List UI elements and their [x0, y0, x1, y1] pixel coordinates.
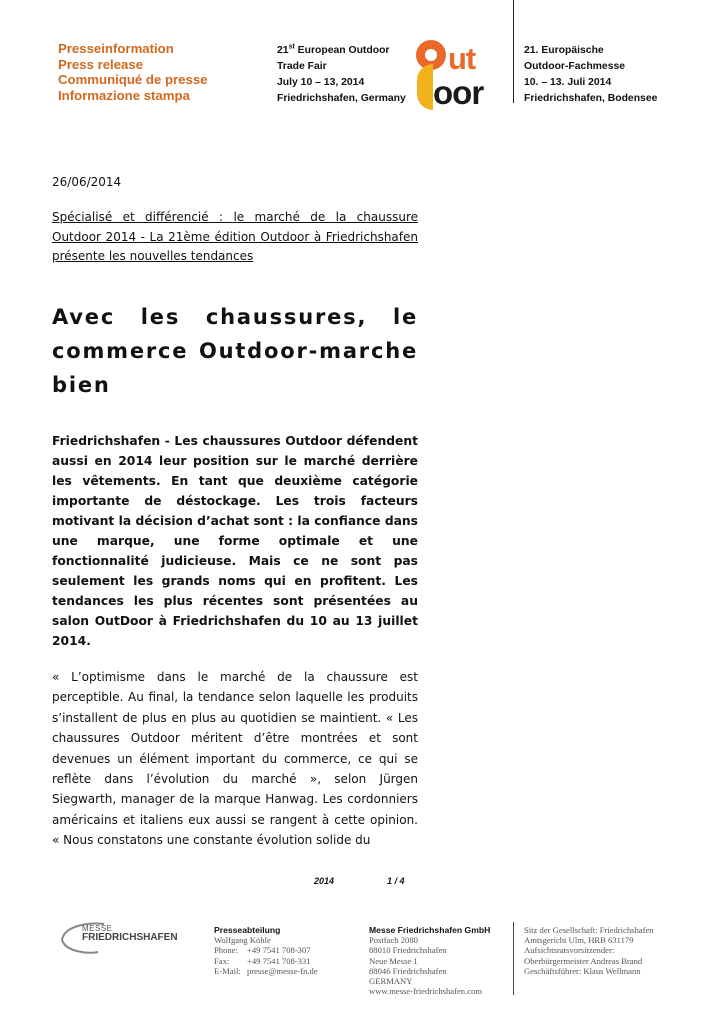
messe-logo-line1: MESSE [82, 924, 113, 933]
label-fr: Communiqué de presse [58, 72, 208, 88]
fair-de-location: Friedrichshafen, Bodensee [524, 93, 658, 104]
fair-de-dates: 10. – 13. Juli 2014 [524, 77, 612, 88]
logo-word-door: oor [433, 74, 484, 111]
fair-en-location: Friedrichshafen, Germany [277, 93, 406, 104]
fair-info-en [277, 43, 406, 107]
fair-en-line2: Trade Fair [277, 61, 327, 72]
footer-divider [513, 922, 514, 995]
company-line: 88046 Friedrichshafen [369, 965, 447, 976]
company-line: Neue Messe 1 [369, 955, 418, 966]
body-paragraph: « L’optimisme dans le marché de la chaussure est perceptible. Au final, la tendance selon laquelle les produits s’installent de plus en plus au quotidien se maintient. « Les chaussures Outdoor méritent d’être montrées et sont devenues un élément important du commerce, ce qui se reflète dans l’évolution du marché », selon Jürgen Siegwarth, manager de la marque Hanwag. Les cordonniers américains et italiens eux aussi se rangent à cette opinion. « Nous constatons une constante évolution solide du [52, 670, 418, 848]
press-email[interactable]: E-Mail: presse@messe-fn.de [214, 965, 318, 976]
document-date: 26/06/2014 [52, 175, 122, 189]
company-line: Postfach 2080 [369, 935, 418, 946]
legal-line: Geschäftsführer: Klaus Wellmann [524, 965, 641, 976]
company-website[interactable]: www.messe-friedrichshafen.com [369, 986, 483, 995]
fair-en-dates: July 10 – 13, 2014 [277, 77, 365, 88]
press-contact [214, 925, 318, 976]
page-number: 1 / 4 [387, 876, 405, 886]
outdoor-logo [414, 36, 510, 112]
press-phone: Phone: +49 7541 708-307 [214, 945, 311, 956]
fair-en-line1 [277, 43, 406, 59]
company-line: 88010 Friedrichshafen [369, 945, 447, 956]
company-address [369, 925, 490, 995]
edition-number: 21 [277, 45, 289, 56]
fair-de-line2: Outdoor-Fachmesse [524, 61, 626, 72]
legal-line: Aufsichtsratsvorsitzender: [524, 945, 615, 956]
header-divider [513, 0, 514, 103]
fair-de-line1: 21. Europäische [524, 45, 604, 56]
legal-line: Sitz der Gesellschaft: Friedrichshafen [524, 925, 654, 935]
press-fax: Fax: +49 7541 708-331 [214, 955, 311, 966]
logo-o-hole [425, 49, 437, 61]
label-de: Presseinformation [58, 41, 174, 56]
press-release-labels [58, 41, 208, 103]
lead-paragraph: Friedrichshafen - Les chaussures Outdoor défendent aussi en 2014 leur position sur le marché derrière les vêtements. En tant que deuxième catégorie importante de déstockage. Les trois facteurs motivant la décision d’achat sont : la confiance dans une marque, une forme optimale et une fonctionnalité judicieuse. Mais ce ne sont pas seulement les grands noms qui en profitent. Les tendances les plus récentes sont présentées au salon OutDoor à Friedrichshafen du 10 au 13 juillet 2014. [52, 434, 418, 648]
legal-info [524, 925, 654, 976]
logo-d-shape [417, 64, 433, 110]
messe-logo-line2: FRIEDRICHSHAFEN [82, 932, 178, 943]
edition-rest: European Outdoor [294, 45, 390, 56]
fair-info-de [524, 43, 657, 107]
page-footer-year: 2014 [314, 876, 335, 886]
press-name: Wolfgang Köhle [214, 935, 271, 946]
label-en: Press release [58, 56, 144, 72]
legal-line: Oberbürgermeister Andreas Brand [524, 955, 643, 966]
press-title: Presseabteilung [214, 925, 281, 935]
company-title: Messe Friedrichshafen GmbH [369, 925, 491, 935]
edition-suffix: st [288, 43, 295, 51]
page-title: Avec les chaussures, le commerce Outdoor-marche bien [52, 305, 418, 397]
subheading: Spécialisé et différencié : le marché de la chaussure Outdoor 2014 - La 21ème édition Outdoor à Friedrichshafen présente les nouvelles tendances [52, 210, 418, 263]
company-line: GERMANY [369, 976, 413, 987]
label-it: Informazione stampa [58, 87, 190, 103]
legal-line: Amtsgericht Ulm, HRB 631179 [524, 935, 634, 946]
logo-word-out: ut [448, 41, 476, 76]
messe-friedrichshafen-logo [58, 918, 198, 968]
